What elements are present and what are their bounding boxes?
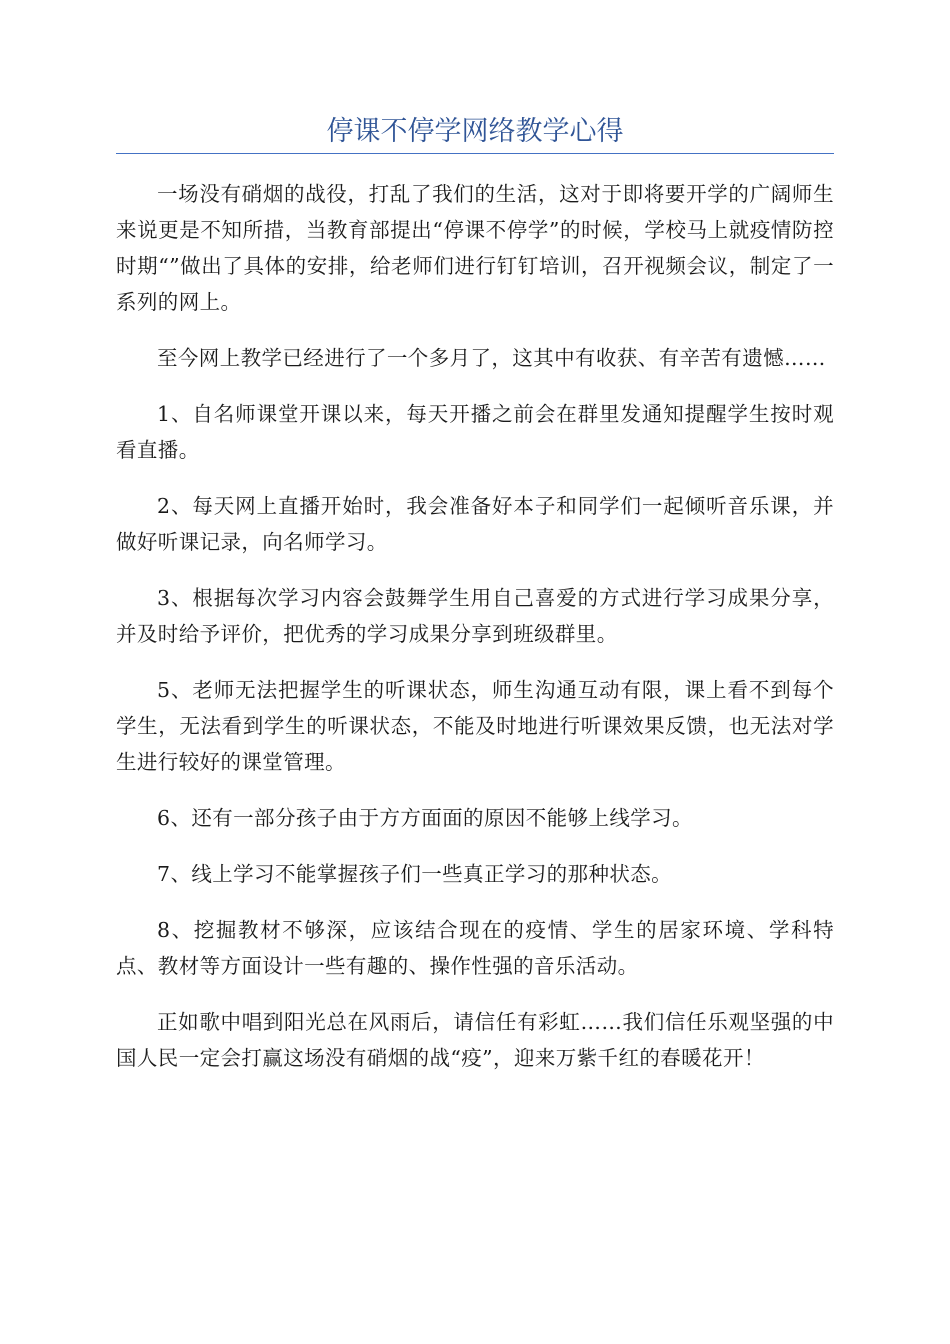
paragraph-summary: 至今网上教学已经进行了一个多月了，这其中有收获、有辛苦有遗憾……	[157, 346, 826, 370]
paragraph-item-3: 3、根据每次学习内容会鼓舞学生用自己喜爱的方式进行学习成果分享，并及时给予评价，把优秀的学习成果分享到班级群里。	[116, 586, 834, 646]
paragraph-item-2: 2、每天网上直播开始时，我会准备好本子和同学们一起倾听音乐课，并做好听课记录，向名师学习。	[116, 494, 834, 554]
paragraph-conclusion: 正如歌中唱到阳光总在风雨后，请信任有彩虹……我们信任乐观坚强的中国人民一定会打赢这场没有硝烟的战“疫”，迎来万紫千红的春暖花开！	[116, 1010, 834, 1070]
paragraph-item-7: 7、线上学习不能掌握孩子们一些真正学习的那种状态。	[157, 862, 673, 886]
paragraph-intro: 一场没有硝烟的战役，打乱了我们的生活，这对于即将要开学的广阔师生来说更是不知所措，当教育部提出“停课不停学”的时候，学校马上就疫情防控时期“”做出了具体的安排，给老师们进行钉钉培训，召开视频会议，制定了一系列的网上。	[116, 182, 834, 314]
paragraph-item-5: 5、老师无法把握学生的听课状态，师生沟通互动有限，课上看不到每个学生，无法看到学生的听课状态，不能及时地进行听课效果反馈，也无法对学生进行较好的课堂管理。	[116, 678, 834, 774]
page-title: 停课不停学网络教学心得	[326, 116, 624, 147]
paragraph-item-6: 6、还有一部分孩子由于方方面面的原因不能够上线学习。	[157, 806, 693, 830]
paragraph-item-1: 1、自名师课堂开课以来，每天开播之前会在群里发通知提醒学生按时观看直播。	[116, 402, 834, 462]
paragraph-item-8: 8、挖掘教材不够深，应该结合现在的疫情、学生的居家环境、学科特点、教材等方面设计一些有趣的、操作性强的音乐活动。	[116, 918, 834, 978]
title-underline	[116, 153, 834, 154]
document-body	[116, 176, 834, 1096]
